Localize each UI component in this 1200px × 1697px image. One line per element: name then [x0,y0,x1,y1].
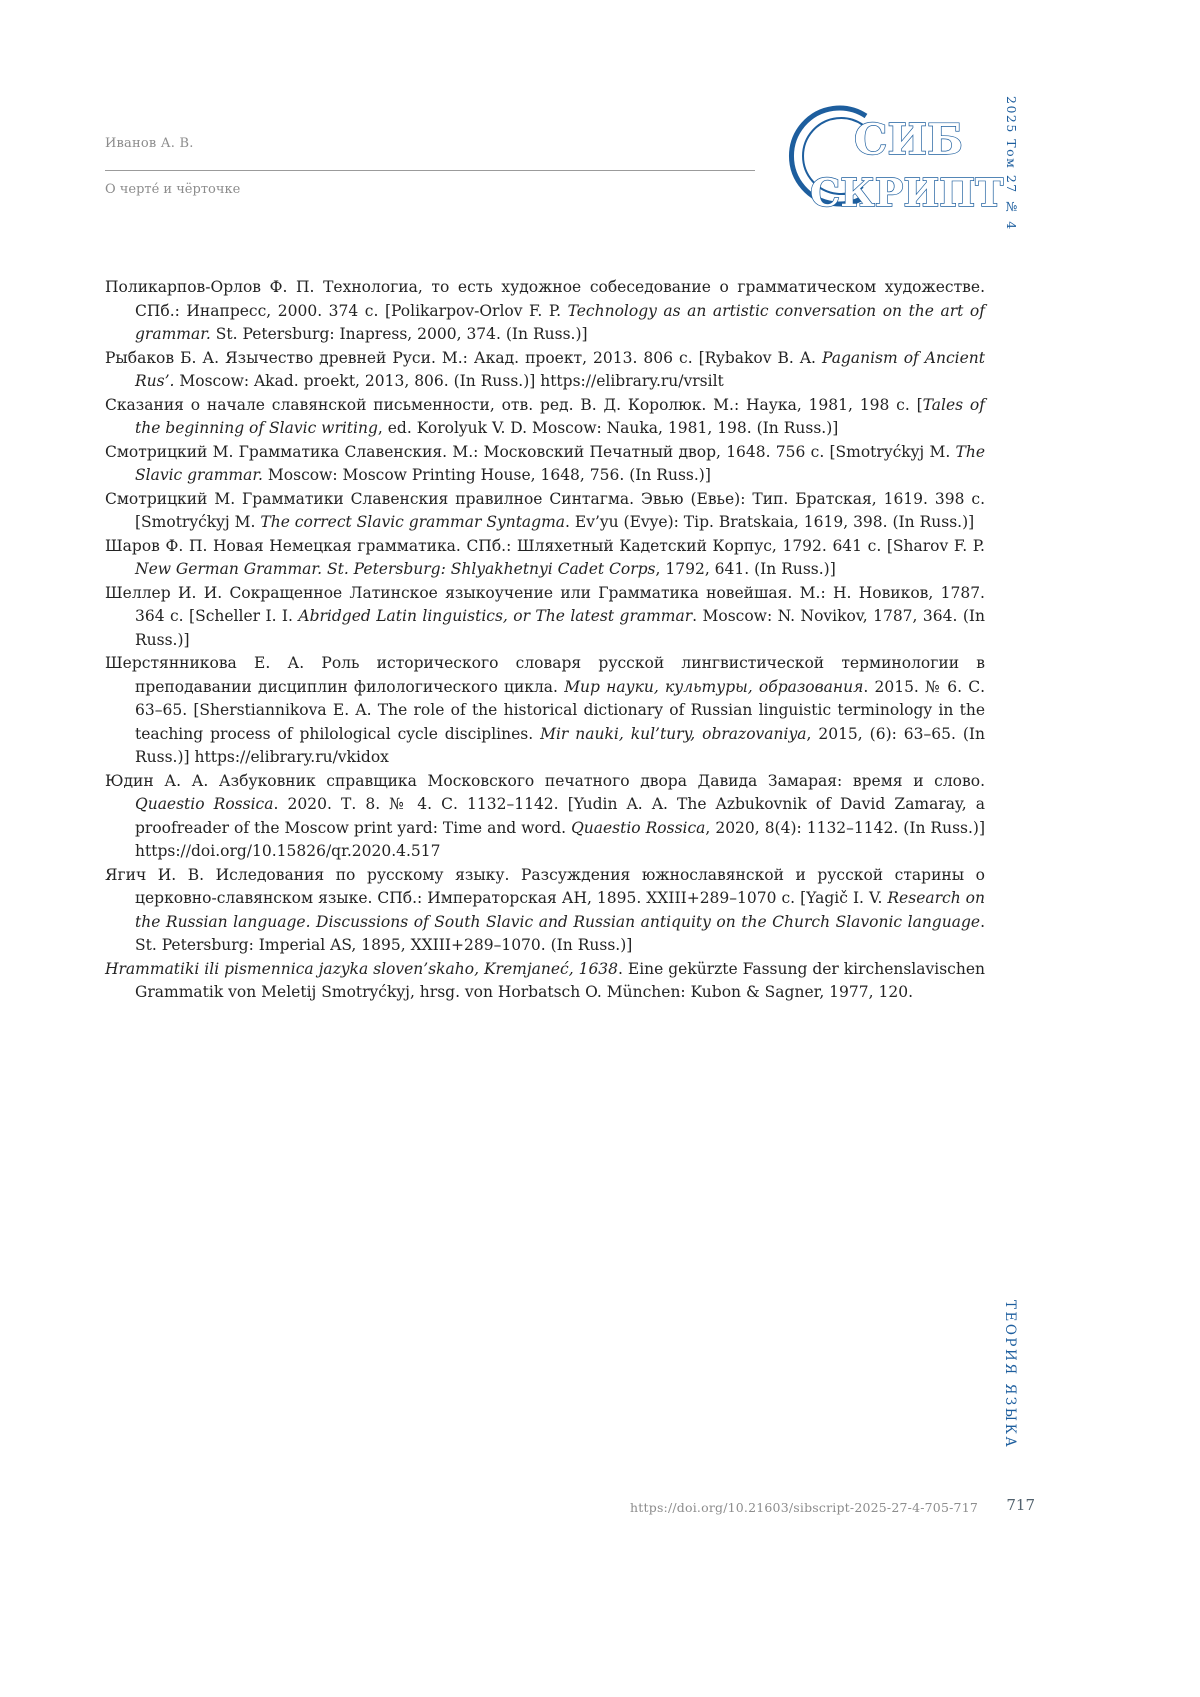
reference-entry: Смотрицкий М. Грамматика Славенския. М.: Московский Печатный двор, 1648. 756 с. [Smotryćkyj M. The Slavic grammar. Moscow: Moscow Printing House, 1648, 756. (In Russ.)] [105,442,985,484]
references-list [105,276,985,1005]
doi-link: https://doi.org/10.21603/sibscript-2025-27-4-705-717 [630,1500,978,1515]
reference-entry: Шаров Ф. П. Новая Немецкая грамматика. СПб.: Шляхетный Кадетский Корпус, 1792. 641 с. [Sharov F. P. New German Grammar. St. Petersburg: Shlyakhetnyi Cadet Corps, 1792, 641. (In Russ.)] [105,536,985,578]
reference-entry: Шерстянникова Е. А. Роль исторического словаря русской лингвистической терминологии в преподавании дисциплин филологического цикла. Мир науки, культуры, образования. 2015. № 6. С. 63–65. [Sherstiannikova E. A. The role of the historical dictionary of Russian linguistic terminology in the teaching process of philological cycle disciplines. Mir nauki, kul’tury, obrazovaniya, 2015, (6): 63–65. (In Russ.)] https://elibrary.ru/vkidox [105,654,985,766]
reference-entry: Юдин А. А. Азбуковник справщика Московского печатного двора Давида Замарая: время и слово. Quaestio Rossica. 2020. Т. 8. № 4. С. 1132–1142. [Yudin A. A. The Azbukovnik of David Zamaray, a proofreader of the Moscow print yard: Time and word. Quaestio Rossica, 2020, 8(4): 1132–1142. (In Russ.)] https://doi.org/10.15826/qr.2020.4.517 [105,771,986,860]
logo-line2: СКРИПТ [810,170,1004,215]
section-label-vertical: ТЕОРИЯ ЯЗЫКА [1002,1300,1018,1450]
logo-line1: СИБ [854,115,963,164]
reference-entry: Смотрицкий М. Грамматики Славенския правилное Синтагма. Эвью (Евье): Тип. Братская, 1619. 398 с. [Smotryćkyj M. The correct Slavic grammar Syntagma. Ev’yu (Evye): Tip. Bratskaia, 1619, 398. (In Russ.)] [105,489,985,531]
header-divider [105,170,755,171]
running-head-author: Иванов А. В. [105,136,194,151]
reference-entry: Hrammatiki ili pismennica jazyka sloven’skaho, Kremjaneć, 1638. Eine gekürzte Fassung der kirchenslavischen Grammatik von Meletij Smotryćkyj, hrsg. von Horbatsch O. München: Kubon & Sagner, 1977, 120. [105,959,985,1001]
running-head-article-title: О черте́ и чёрточке [105,182,241,197]
reference-entry: Сказания о начале славянской письменности, отв. ред. В. Д. Королюк. М.: Наука, 1981, 198 с. [Tales of the beginning of Slavic writing, ed. Korolyuk V. D. Moscow: Nauka, 1981, 198. (In Russ.)] [105,395,985,437]
page-number: 717 [1006,1496,1035,1514]
reference-entry: Шеллер И. И. Сокращенное Латинское языкоучение или Грамматика новейшая. М.: Н. Новиков, 1787. 364 с. [Scheller I. I. Abridged Latin linguistics, or The latest grammar. Moscow: N. Novikov, 1787, 364. (In Russ.)] [105,583,985,649]
journal-logo [766,94,1004,219]
sibscript-logo-icon [766,94,1004,219]
reference-entry: Ягич И. В. Иследования по русскому языку. Разсуждения южнославянской и русской старины о церковно-славянском языке. СПб.: Императорская АН, 1895. XXIII+289–1070 с. [Yagič I. V. Research on the Russian language. Discussions of South Slavic and Russian antiquity on the Church Slavonic language. St. Petersburg: Imperial AS, 1895, XXIII+289–1070. (In Russ.)] [105,865,985,954]
reference-entry: Поликарпов-Орлов Ф. П. Технологиа, то есть художное собеседование о грамматическом художестве. СПб.: Инапресс, 2000. 374 с. [Polikarpov-Orlov F. P. Technology as an artistic conversation on the art of grammar. St. Petersburg: Inapress, 2000, 374. (In Russ.)] [105,278,985,343]
reference-entry: Рыбаков Б. А. Язычество древней Руси. М.: Акад. проект, 2013. 806 с. [Rybakov B. A. Paganism of Ancient Rus’. Moscow: Akad. proekt, 2013, 806. (In Russ.)] https://elibrary.ru/vrsilt [105,348,985,390]
issue-info-vertical: 2025 Том 27 № 4 [1004,96,1019,231]
